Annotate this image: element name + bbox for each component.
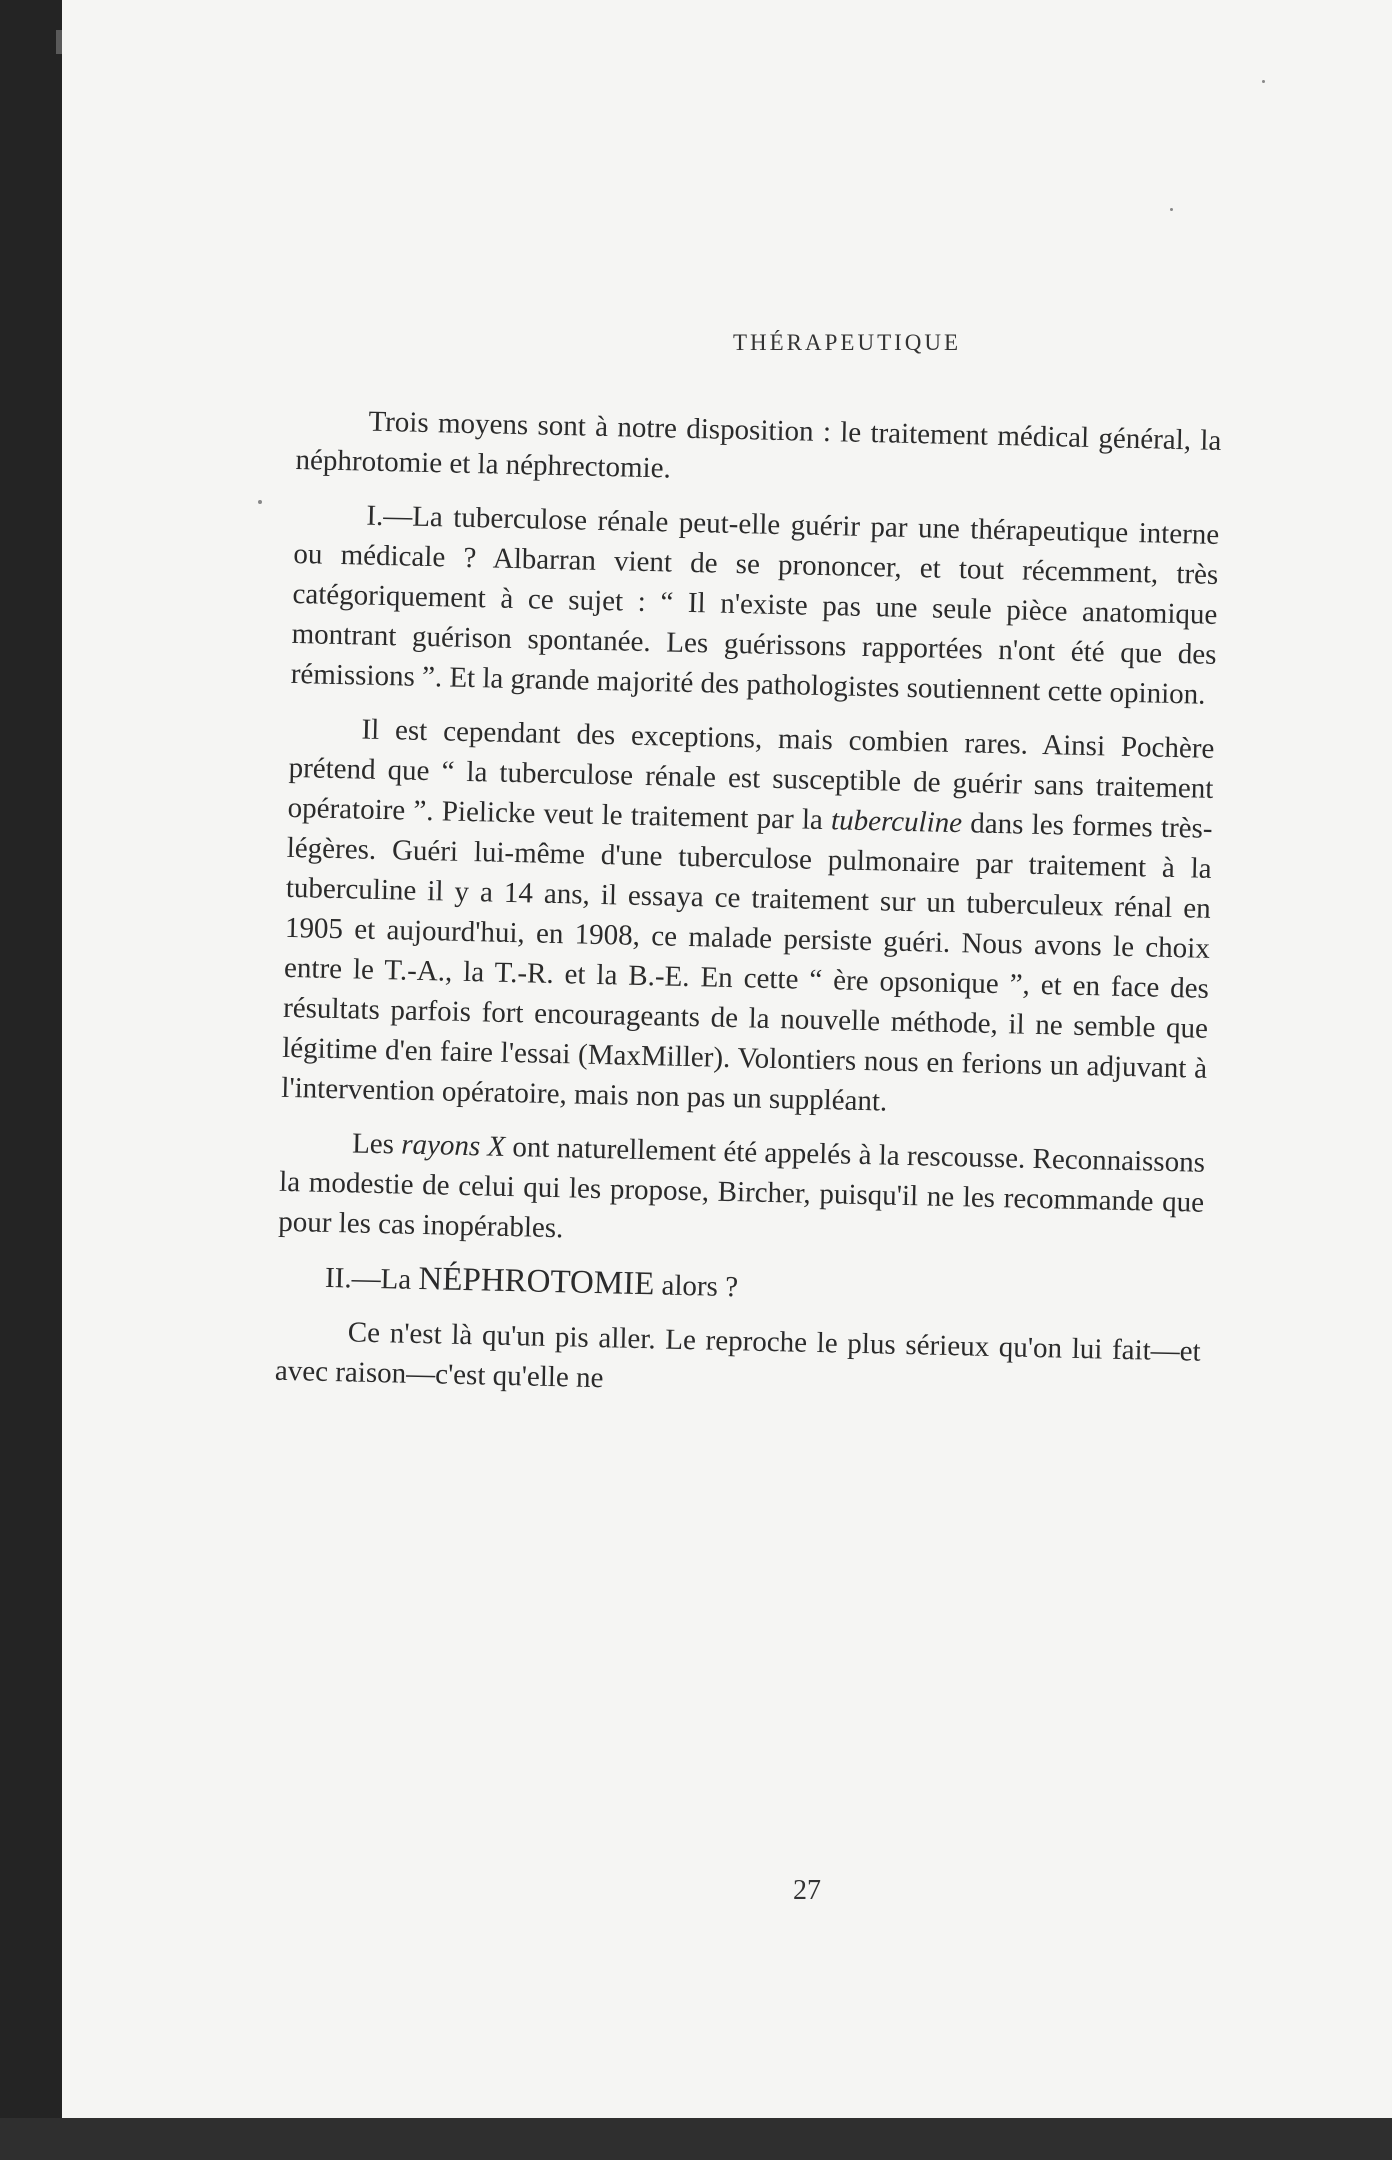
running-head: THÉRAPEUTIQUE: [732, 330, 962, 355]
page-number: 27: [793, 1875, 821, 1906]
paragraph-intro: Trois moyens sont à notre disposition : le traitement médical général, la néphrotomie et la néphrectomie.: [295, 405, 1222, 485]
paragraph-pis-aller: Ce n'est là qu'un pis aller. Le reproche le plus sérieux qu'on lui fait—et avec raison—c'est qu'elle ne: [274, 1316, 1202, 1395]
paragraph-rayons-x: [278, 1122, 1205, 1263]
scan-speck: [1262, 80, 1265, 83]
scan-left-margin: [0, 0, 62, 2160]
body-text: [265, 400, 1222, 1851]
paragraph-section-1: I.—La tuberculose rénale peut-elle guérir par une thérapeutique interne ou médicale ? Albarran vient de se prononcer, et tout récemment, très catégoriquement à ce sujet : “ Il n'existe pas une seule pièce anatomique montrant guérison spontanée. Les guérissons rapportées n'ont été que des rémissions ”. Et la grande majorité des pathologistes soutiennent cette opinion.: [290, 499, 1220, 711]
paragraph-exceptions-part-1: Il est cependant des exceptions, mais combien rares. Ainsi Pochère prétend que “ la tuberculose rénale est susceptible de guérir sans traitement opératoire ”. Pielicke veut le traitement par la: [287, 713, 1215, 837]
scan-speck: [258, 500, 262, 504]
section-2-prefix: II.—La: [324, 1261, 419, 1296]
paragraph-rayons-part-2: ont naturellement été appelés à la rescousse. Reconnaissons la modestie de celui qui les propose, Bircher, puisqu'il ne les recommande que pour les cas inopérables.: [277, 1130, 1206, 1245]
book-page: [62, 0, 1392, 2118]
paragraph-rayons-part-1: Les: [351, 1127, 402, 1161]
paragraph-exceptions-part-2: dans les formes très-légères. Guéri lui-même d'une tuberculose pulmonaire par traitement à la tuberculine il y a 14 ans, il essaya ce traitement sur un tuberculeux rénal en 1905 et aujourd'hui, en 1908, ce malade persiste guéri. Nous avons le choix entre le T.-A., la T.-R. et la B.-E. En cette “ ère opsonique ”, et en face des résultats parfois fort encourageants de la nouvelle méthode, il ne semble que légitime d'en faire l'essai (MaxMiller). Volontiers nous en ferions un adjuvant à l'intervention opératoire, mais non pas un suppléant.: [281, 807, 1213, 1118]
tuberculine-italic: tuberculine: [830, 804, 963, 840]
nephrotomie-caps: NÉPHROTOMIE: [418, 1260, 655, 1303]
scan-speck: [1170, 208, 1173, 211]
scan-bottom-margin: [0, 2118, 1392, 2160]
section-2-suffix: alors ?: [653, 1269, 739, 1304]
rayons-x-italic: rayons X: [400, 1128, 506, 1163]
paragraph-exceptions: [281, 708, 1215, 1129]
section-2-heading: [277, 1256, 1203, 1318]
